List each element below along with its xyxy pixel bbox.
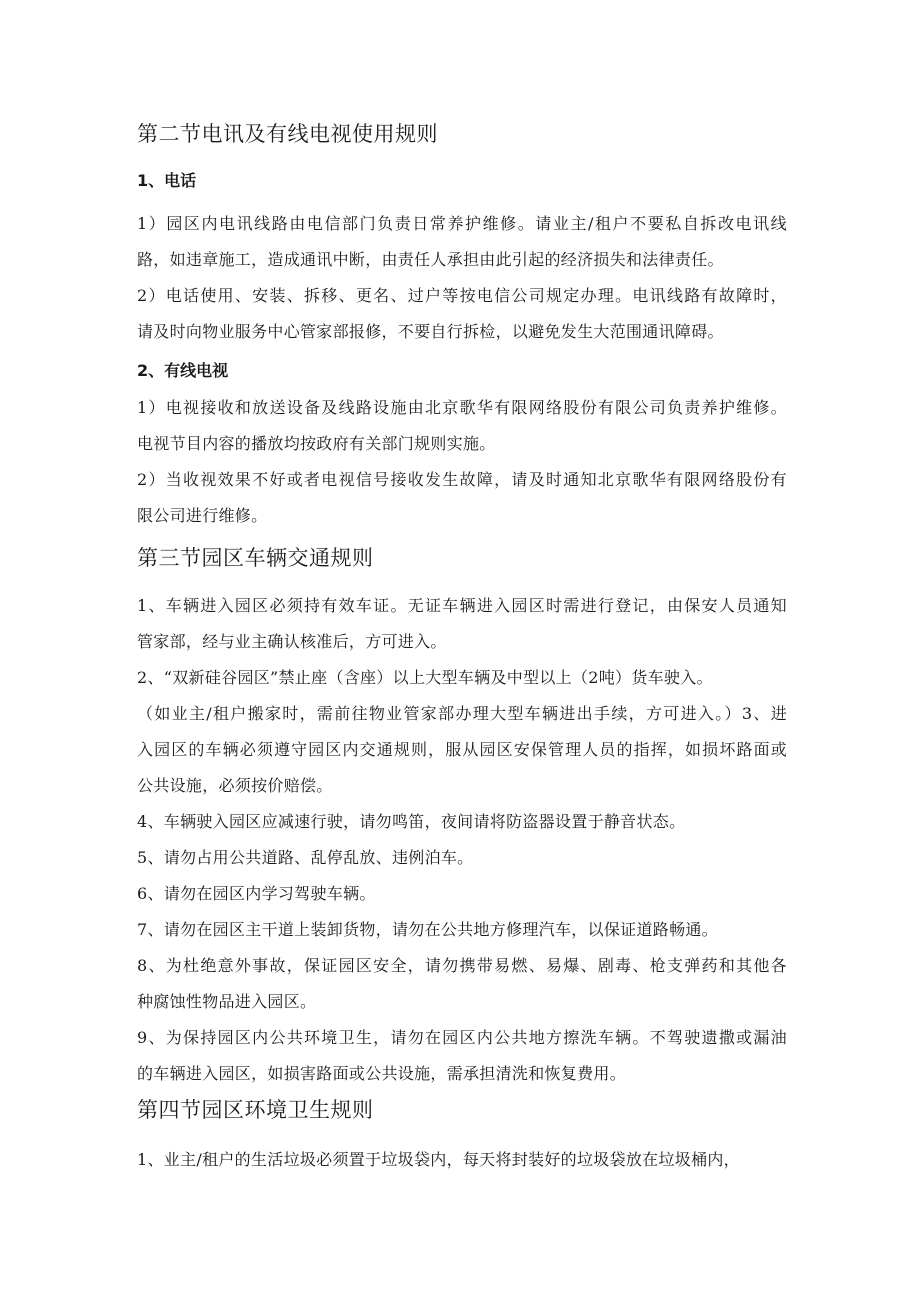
- paragraph: [137, 876, 787, 912]
- text-line: 1、车辆进入园区必须持有效车证。无证车辆进入园区时需进行登记，由保安人员通知: [137, 596, 787, 615]
- text-line: 2）当收视效果不好或者电视信号接收发生故障，请及时通知北京歌华有限网络股份有: [137, 470, 787, 489]
- text-line: 请及时向物业服务中心管家部报修，不要自行拆检，以避免发生大范围通讯障碍。: [137, 322, 724, 341]
- text-line: 管家部，经与业主确认核准后，方可进入。: [137, 632, 447, 651]
- text-line: 9、为保持园区内公共环境卫生，请勿在园区内公共地方擦洗车辆。不驾驶遗撒或漏油: [137, 1028, 787, 1047]
- paragraph: [137, 588, 787, 660]
- text-line: 种腐蚀性物品进入园区。: [137, 992, 317, 1011]
- paragraph: [137, 390, 787, 462]
- paragraph: [137, 278, 787, 350]
- text-line: 8、为杜绝意外事故，保证园区安全，请勿携带易燃、易爆、剧毒、枪支弹药和其他各: [137, 956, 787, 975]
- text-line: 限公司进行维修。: [137, 506, 268, 525]
- paragraph: [137, 912, 787, 948]
- paragraph: [137, 948, 787, 1020]
- text-line: 1）园区内电讯线路由电信部门负责日常养护维修。请业主/租户不要私自拆改电讯线: [137, 214, 787, 233]
- paragraph: [137, 1020, 787, 1092]
- text-line: 1、业主/租户的生活垃圾必须置于垃圾袋内，每天将封装好的垃圾袋放在垃圾桶内，: [137, 1150, 740, 1169]
- text-line: 入园区的车辆必须遵守园区内交通规则，服从园区安保管理人员的指挥，如损坏路面或: [137, 740, 787, 759]
- text-line: 2）电话使用、安装、拆移、更名、过户等按电信公司规定办理。电讯线路有故障时，: [137, 286, 787, 305]
- paragraph: [137, 206, 787, 278]
- text-line: 2、“双新硅谷园区”禁止座（含座）以上大型车辆及中型以上（2吨）货车驶入。: [137, 668, 713, 687]
- text-line: （如业主/租户搬家时，需前往物业管家部办理大型车辆进出手续，方可进入。）3、进: [137, 704, 787, 723]
- text-line: 路，如违章施工，造成通讯中断，由责任人承担由此引起的经济损失和法律责任。: [137, 250, 724, 269]
- text-line: 的车辆进入园区，如损害路面或公共设施，需承担清洗和恢复费用。: [137, 1064, 627, 1083]
- text-line: 公共设施，必须按价赔偿。: [137, 776, 333, 795]
- text-line: 1）电视接收和放送设备及线路设施由北京歌华有限网络股份有限公司负责养护维修。: [137, 398, 787, 417]
- section-title: 第三节园区车辆交通规则: [137, 546, 374, 570]
- paragraph: [137, 462, 787, 534]
- text-line: 5、请勿占用公共道路、乱停乱放、违例泊车。: [137, 848, 474, 867]
- paragraph: [137, 804, 787, 840]
- paragraph: [137, 1142, 787, 1178]
- text-line: 电视节目内容的播放均按政府有关部门规则实施。: [137, 434, 496, 453]
- paragraph: [137, 660, 787, 804]
- document-page: [137, 112, 787, 1178]
- paragraph: [137, 840, 787, 876]
- subsection-title: 2、有线电视: [137, 361, 229, 380]
- section-title: 第四节园区环境卫生规则: [137, 1098, 374, 1122]
- section-title: 第二节电讯及有线电视使用规则: [137, 122, 438, 146]
- text-line: 6、请勿在园区内学习驾驶车辆。: [137, 884, 376, 903]
- text-line: 4、车辆驶入园区应减速行驶，请勿鸣笛，夜间请将防盗器设置于静音状态。: [137, 812, 686, 831]
- subsection-title: 1、电话: [137, 171, 197, 190]
- text-line: 7、请勿在园区主干道上装卸货物，请勿在公共地方修理汽车，以保证道路畅通。: [137, 920, 718, 939]
